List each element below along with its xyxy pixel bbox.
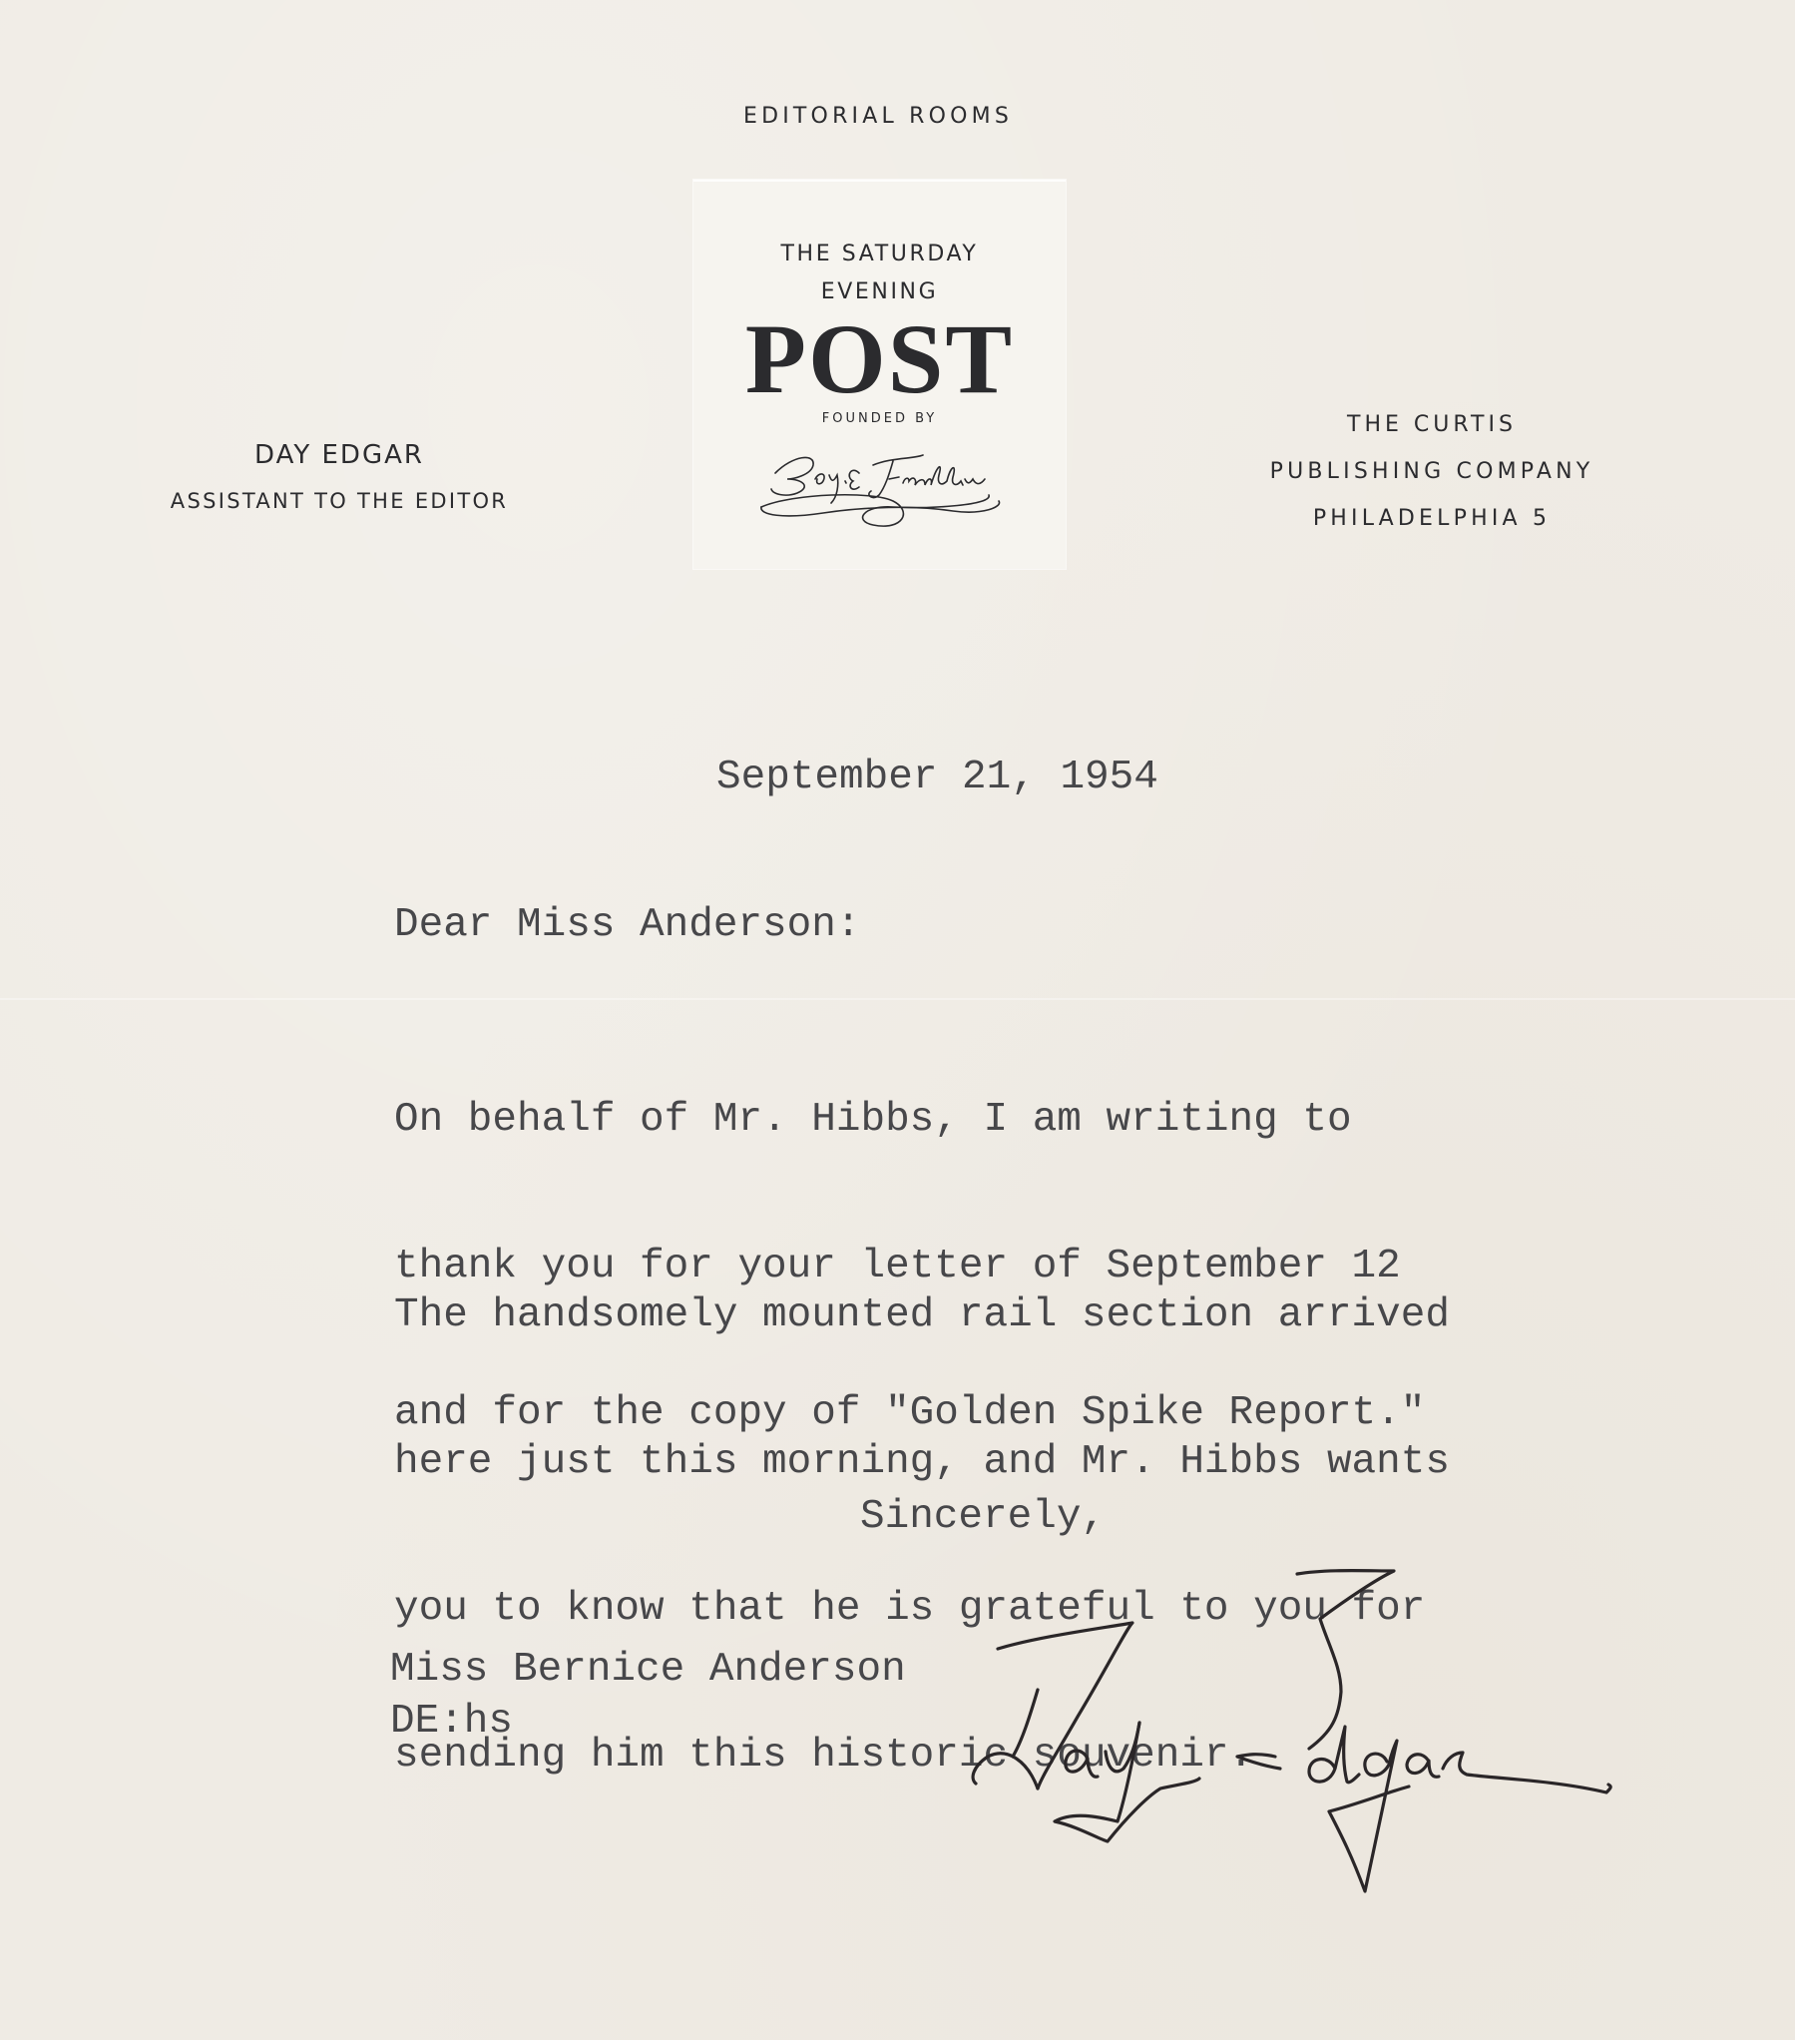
company-line-2: PUBLISHING COMPANY xyxy=(1269,459,1594,484)
logo-line-saturday: THE SATURDAY xyxy=(780,242,979,266)
logo-line-evening: EVENING xyxy=(820,279,939,304)
recipient-name: Miss Bernice Anderson xyxy=(390,1647,906,1693)
paragraph-line: thank you for your letter of September 12 xyxy=(394,1244,1401,1289)
company-line-1: THE CURTIS xyxy=(1347,412,1517,437)
logo-founded-by: FOUNDED BY xyxy=(821,411,938,426)
saturday-evening-post-logo xyxy=(693,180,1066,569)
paragraph-line: and for the copy of "Golden Spike Report." xyxy=(394,1390,1426,1436)
sender-name: DAY EDGAR xyxy=(254,440,424,470)
logo-masthead-post: POST xyxy=(744,303,1015,414)
paragraph-line: The handsomely mounted rail section arrived xyxy=(394,1292,1450,1338)
handwritten-signature-icon xyxy=(958,1557,1676,1916)
paragraph-line: you to know that he is grateful to you for xyxy=(394,1586,1426,1632)
sender-title: ASSISTANT TO THE EDITOR xyxy=(170,489,509,513)
paragraph-line: On behalf of Mr. Hibbs, I am writing to xyxy=(394,1097,1352,1143)
paragraph-line: sending him this historic souvenir. xyxy=(394,1733,1254,1779)
letter-date: September 21, 1954 xyxy=(716,755,1158,800)
company-line-3: PHILADELPHIA 5 xyxy=(1312,506,1552,531)
salutation: Dear Miss Anderson: xyxy=(394,902,861,948)
paragraph-line: here just this morning, and Mr. Hibbs wants xyxy=(394,1439,1450,1485)
reference-initials: DE:hs xyxy=(390,1699,514,1745)
closing: Sincerely, xyxy=(860,1494,1107,1540)
franklin-signature-icon xyxy=(753,435,1013,535)
letterhead-department: EDITORIAL ROOMS xyxy=(742,104,1014,129)
